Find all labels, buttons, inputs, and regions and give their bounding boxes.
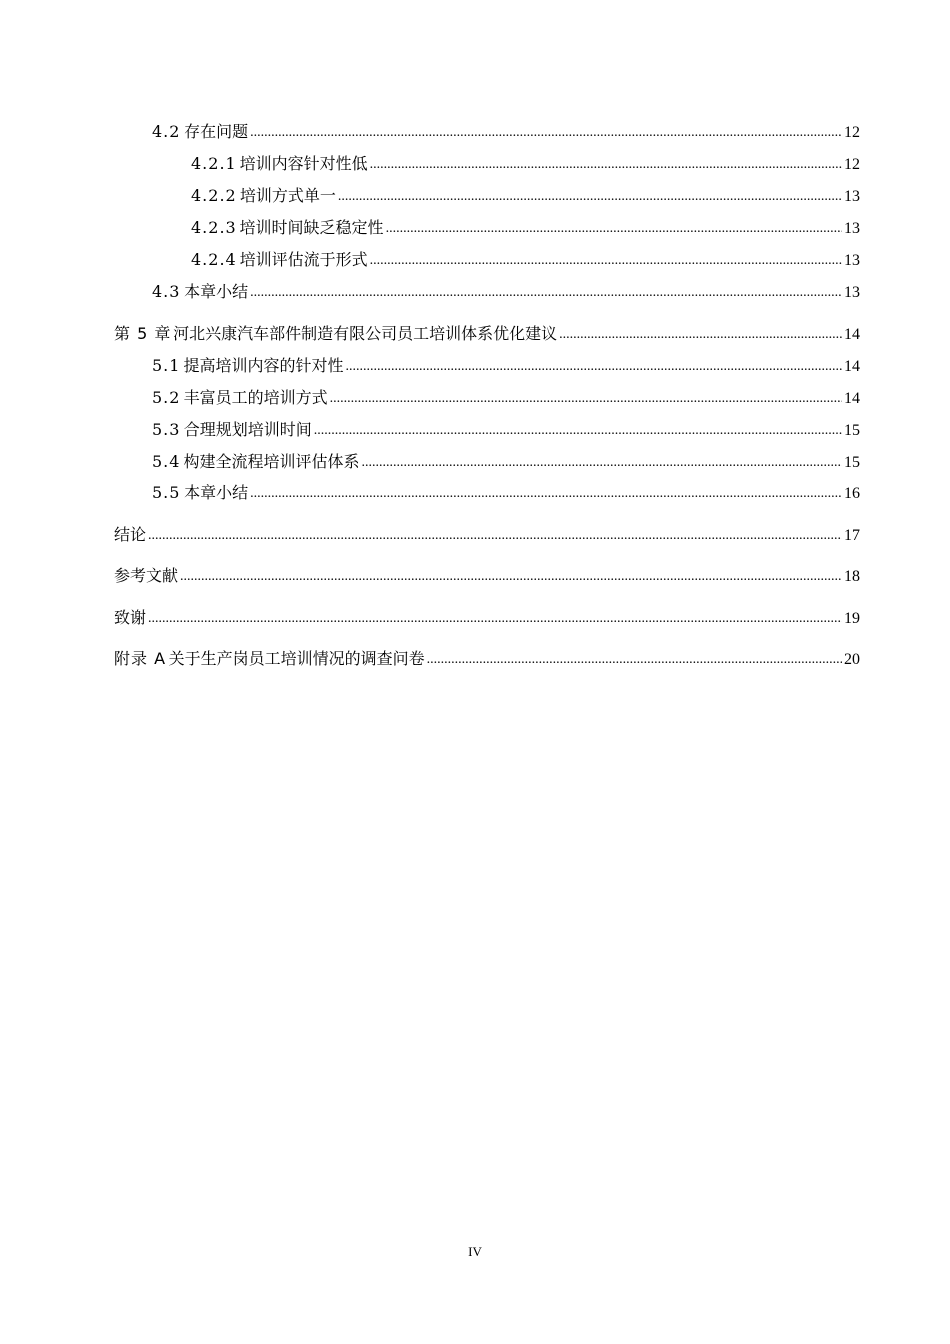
toc-entry-page: 15 xyxy=(844,454,860,471)
toc-entry-number: 5.1 xyxy=(152,356,181,375)
toc-entry-5-5 xyxy=(152,481,860,505)
toc-entry-5-1 xyxy=(152,354,860,378)
toc-leader-dots xyxy=(250,281,842,305)
toc-entry-title: 合理规划培训时间 xyxy=(183,420,312,439)
toc-entry-title: 结论 xyxy=(114,525,147,544)
toc-entry-number: 4.3 xyxy=(152,282,181,301)
toc-entry-acknowledgements xyxy=(114,606,860,630)
toc-entry-title: 本章小结 xyxy=(184,282,249,301)
toc-entry-title: 关于生产岗员工培训情况的调查问卷 xyxy=(168,649,425,668)
toc-entry-title: 参考文献 xyxy=(114,566,179,585)
toc-entry-5-4 xyxy=(152,450,860,474)
toc-entry-references xyxy=(114,564,860,588)
toc-entry-4-2-4 xyxy=(191,248,860,272)
toc-leader-dots xyxy=(361,451,842,475)
toc-entry-number: 4.2.2 xyxy=(191,186,237,205)
toc-entry-4-2-3 xyxy=(191,216,860,240)
toc-leader-dots xyxy=(314,419,842,443)
toc-entry-number: 4.2.1 xyxy=(191,154,237,173)
toc-entry-appendix-a xyxy=(114,647,860,671)
toc-entry-page: 19 xyxy=(844,610,860,627)
toc-entry-title: 存在问题 xyxy=(184,122,249,141)
toc-entry-chapter-5 xyxy=(114,322,860,346)
toc-entry-title: 提高培训内容的针对性 xyxy=(183,356,344,375)
toc-entry-4-2-2 xyxy=(191,184,860,208)
toc-entry-4-3 xyxy=(152,280,860,304)
toc-leader-dots xyxy=(559,323,842,347)
toc-entry-title: 培训内容针对性低 xyxy=(239,154,368,173)
toc-entry-page: 13 xyxy=(844,284,860,301)
toc-entry-title: 构建全流程培训评估体系 xyxy=(183,452,360,471)
toc-leader-dots xyxy=(330,387,842,411)
toc-entry-page: 14 xyxy=(844,358,860,375)
toc-leader-dots xyxy=(148,607,842,631)
toc-entry-title: 培训时间缺乏稳定性 xyxy=(239,218,384,237)
toc-entry-page: 14 xyxy=(844,390,860,407)
page-number: IV xyxy=(468,1244,482,1259)
toc-entry-title: 丰富员工的培训方式 xyxy=(183,388,328,407)
toc-entry-5-3 xyxy=(152,418,860,442)
toc-entry-page: 20 xyxy=(844,651,860,668)
toc-entry-number: 5.3 xyxy=(152,420,181,439)
toc-entry-title: 河北兴康汽车部件制造有限公司员工培训体系优化建议 xyxy=(173,324,558,343)
toc-entry-number: 5.5 xyxy=(152,483,181,502)
toc-leader-dots xyxy=(148,524,842,548)
toc-entry-conclusion xyxy=(114,523,860,547)
toc-entry-number: 第 5 章 xyxy=(114,324,172,343)
toc-entry-page: 13 xyxy=(844,252,860,269)
toc-entry-page: 12 xyxy=(844,124,860,141)
toc-entry-page: 14 xyxy=(844,326,860,343)
toc-entry-title: 本章小结 xyxy=(184,483,249,502)
toc-entry-page: 18 xyxy=(844,568,860,585)
toc-leader-dots xyxy=(180,565,842,589)
toc-leader-dots xyxy=(338,185,842,209)
toc-entry-page: 13 xyxy=(844,188,860,205)
toc-entry-number: 4.2 xyxy=(152,122,181,141)
toc-leader-dots xyxy=(370,153,842,177)
toc-entry-number: 4.2.3 xyxy=(191,218,237,237)
toc-leader-dots xyxy=(370,249,842,273)
toc-entry-4-2-1 xyxy=(191,152,860,176)
toc-leader-dots xyxy=(250,482,842,506)
toc-leader-dots xyxy=(250,121,842,145)
toc-leader-dots xyxy=(386,217,842,241)
toc-entry-title: 致谢 xyxy=(114,608,147,627)
toc-entry-page: 15 xyxy=(844,422,860,439)
toc-entry-number: 4.2.4 xyxy=(191,250,237,269)
toc-entry-number: 附录 A xyxy=(114,649,167,668)
toc-entry-page: 13 xyxy=(844,220,860,237)
toc-entry-title: 培训评估流于形式 xyxy=(239,250,368,269)
toc-entry-number: 5.2 xyxy=(152,388,181,407)
toc-leader-dots xyxy=(346,355,842,379)
toc-leader-dots xyxy=(427,648,842,672)
toc-entry-5-2 xyxy=(152,386,860,410)
toc-entry-4-2 xyxy=(152,120,860,144)
toc-entry-title: 培训方式单一 xyxy=(239,186,336,205)
toc-entry-page: 12 xyxy=(844,156,860,173)
toc-entry-page: 16 xyxy=(844,485,860,502)
toc-entry-page: 17 xyxy=(844,527,860,544)
toc-entry-number: 5.4 xyxy=(152,452,181,471)
